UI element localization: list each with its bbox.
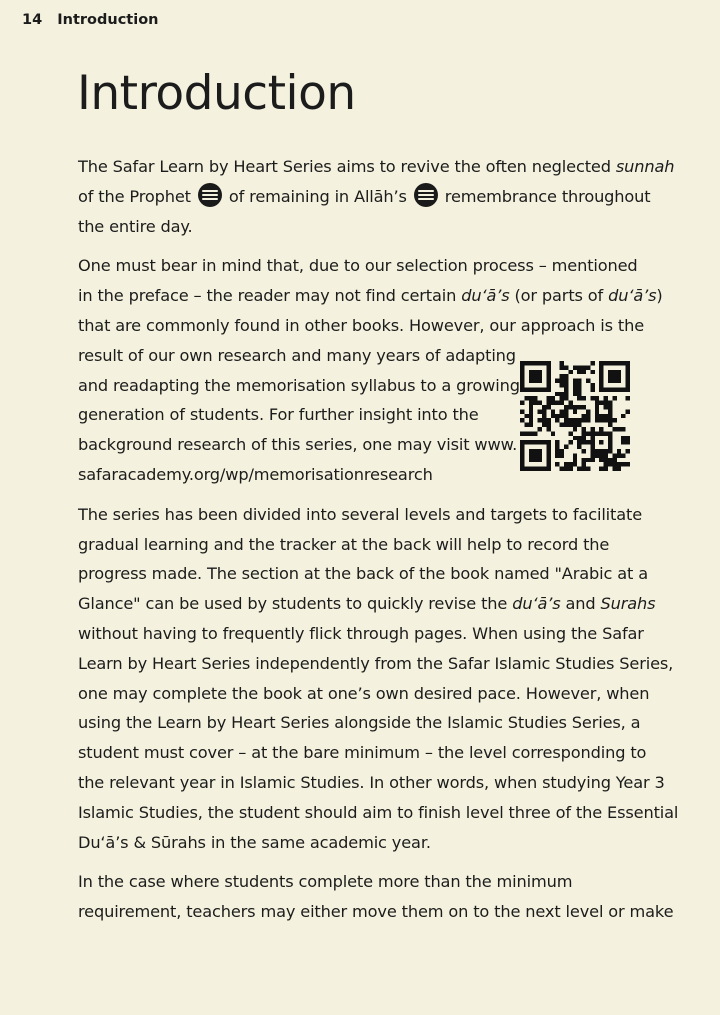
page-number: 14 bbox=[22, 12, 43, 28]
text-run: Du‘ā’s & Sūrahs in the same academic year. bbox=[78, 832, 431, 852]
text-run: result of our own research and many years of adapting bbox=[78, 345, 516, 365]
paragraph bbox=[78, 500, 679, 858]
text-run: Glance" can be used by students to quickly revise the bbox=[78, 594, 513, 614]
text-run: of the Prophet bbox=[78, 186, 196, 206]
text-line bbox=[78, 251, 658, 281]
text-line bbox=[78, 828, 658, 858]
text-line bbox=[78, 897, 674, 927]
italic-term: du‘ā’s bbox=[512, 594, 561, 614]
italic-term: sunnah bbox=[615, 157, 675, 176]
text-run: the relevant year in Islamic Studies. In other words, when studying Year 3 bbox=[78, 772, 665, 792]
text-line bbox=[78, 679, 658, 709]
text-run: (or parts of bbox=[509, 286, 609, 306]
text-line bbox=[78, 649, 674, 679]
text-line bbox=[78, 500, 658, 530]
text-run: ) bbox=[656, 286, 663, 306]
text-run: generation of students. For further insight into the bbox=[78, 405, 479, 425]
text-run: The series has been divided into several levels and targets to facilitate bbox=[78, 504, 642, 524]
text-run: one may complete the book at one’s own desired pace. However, when bbox=[78, 683, 650, 703]
text-line bbox=[78, 619, 658, 649]
text-run: progress made. The section at the back of the book named "Arabic at a bbox=[78, 564, 648, 584]
text-run: and readapting the memorisation syllabus to a growing bbox=[78, 375, 520, 395]
paragraph bbox=[78, 867, 674, 927]
text-run: Learn by Heart Series independently from the Safar Islamic Studies Series, bbox=[78, 653, 674, 673]
text-line bbox=[78, 182, 658, 212]
text-run: remembrance throughout bbox=[439, 186, 651, 206]
italic-term: Surahs bbox=[600, 594, 656, 614]
text-run: safaracademy.org/wp/memorisationresearch bbox=[78, 464, 433, 484]
text-line bbox=[78, 212, 658, 242]
text-line bbox=[78, 530, 658, 560]
qr-code-icon bbox=[520, 361, 630, 471]
text-line bbox=[78, 867, 658, 897]
paragraph bbox=[78, 152, 675, 241]
text-run: student must cover – at the bare minimum – the level corresponding to bbox=[78, 743, 647, 763]
text-run: in the preface – the reader may not find certain bbox=[78, 286, 462, 306]
text-run: of remaining in Allāh’s bbox=[223, 186, 412, 206]
text-line bbox=[78, 708, 658, 738]
glorification-seal-icon bbox=[414, 183, 438, 207]
salutation-seal-icon bbox=[198, 183, 222, 207]
running-head bbox=[22, 12, 159, 28]
text-run: the entire day. bbox=[78, 216, 193, 236]
running-head-section: Introduction bbox=[57, 12, 159, 28]
text-line bbox=[78, 768, 665, 798]
text-run: without having to frequently flick through pages. When using the Safar bbox=[78, 623, 644, 643]
text-line bbox=[78, 589, 658, 619]
italic-term: du‘ā’s bbox=[608, 286, 657, 306]
text-run: The Safar Learn by Heart Series aims to revive the often neglected bbox=[78, 157, 616, 176]
text-line bbox=[78, 559, 658, 589]
text-run: gradual learning and the tracker at the back will help to record the bbox=[78, 534, 610, 554]
text-run: In the case where students complete more than the minimum bbox=[78, 872, 573, 892]
page-title: Introduction bbox=[77, 66, 356, 121]
text-run: using the Learn by Heart Series alongside the Islamic Studies Series, a bbox=[78, 713, 641, 733]
text-run: One must bear in mind that, due to our selection process – mentioned bbox=[78, 256, 638, 276]
text-run: requirement, teachers may either move them on to the next level or make bbox=[78, 902, 674, 922]
text-line bbox=[78, 152, 675, 182]
text-line bbox=[78, 311, 658, 341]
text-line bbox=[78, 281, 663, 311]
text-run: and bbox=[560, 594, 601, 614]
italic-term: du‘ā’s bbox=[461, 286, 510, 306]
text-line bbox=[78, 798, 679, 828]
body-text bbox=[78, 152, 679, 937]
text-line bbox=[78, 738, 658, 768]
text-run: background research of this series, one may visit www. bbox=[78, 435, 518, 455]
text-run: that are commonly found in other books. However, our approach is the bbox=[78, 315, 645, 335]
text-run: Islamic Studies, the student should aim to finish level three of the Essential bbox=[78, 802, 679, 822]
